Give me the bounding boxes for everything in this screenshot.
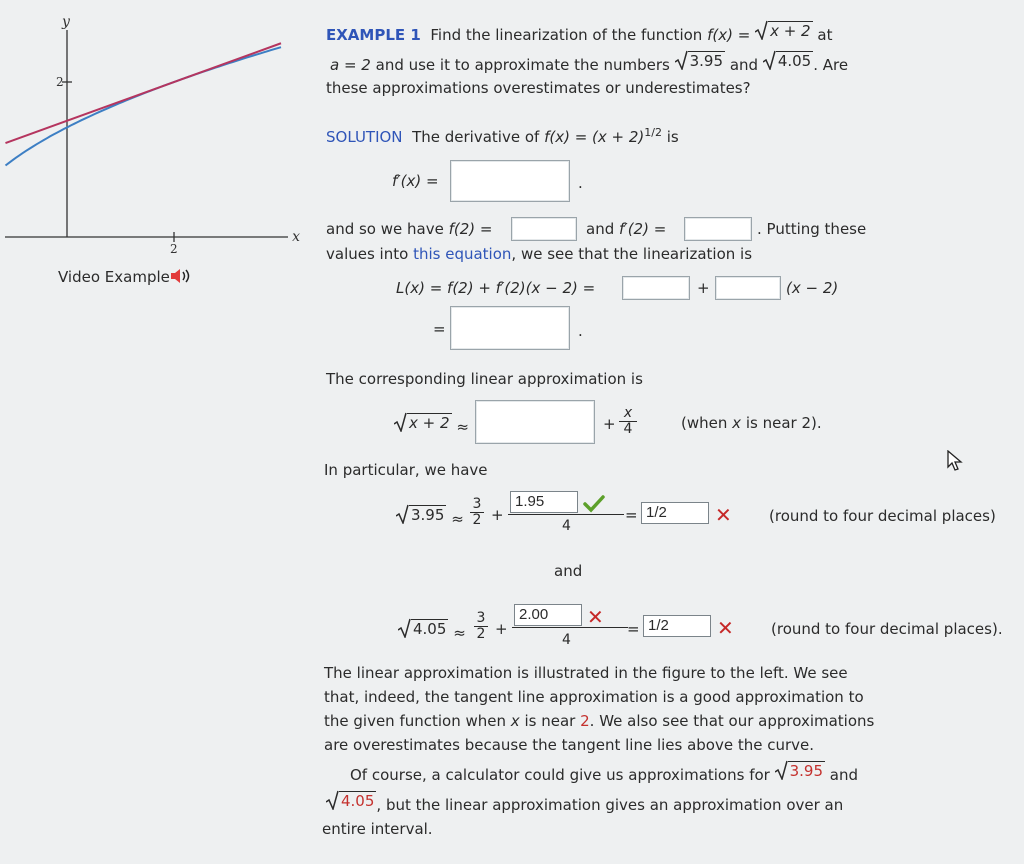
- row1-three-halves: $\frac{3}{2}$: [470, 497, 484, 527]
- tangent-line: [5, 43, 281, 143]
- row2-note: (round to four decimal places).: [771, 620, 1003, 638]
- solution-line: SOLUTION The derivative of $f(x) = (x + 2)^{1/2}$ is: [326, 126, 679, 146]
- y-axis-label: y: [62, 14, 70, 30]
- solution-label: SOLUTION: [326, 128, 403, 146]
- and-separator: and: [554, 562, 583, 580]
- row2-three-halves: $\frac{3}{2}$: [474, 611, 488, 641]
- conclusion-line-5: Of course, a calculator could give us approximations for 3.95 and: [350, 762, 859, 784]
- when-note: (when x is near 2).: [681, 414, 822, 432]
- values-into-line: values into this equation, we see that the linearization is: [326, 245, 753, 263]
- approx-intro: The corresponding linear approximation is: [326, 370, 643, 388]
- row2-fraction-bar: [512, 627, 628, 628]
- row1-note: (round to four decimal places): [769, 507, 996, 525]
- f2-input[interactable]: [511, 217, 577, 241]
- row1-fraction-bar: [508, 514, 624, 515]
- so-we-have-text: and so we have f(2) =: [326, 220, 493, 238]
- conclusion-line-2: that, indeed, the tangent line approximation is a good approximation to: [324, 688, 864, 706]
- speaker-icon: [170, 268, 192, 284]
- check-mark-icon: [583, 495, 605, 513]
- x-over-4: $\frac{x}{4}$: [619, 406, 637, 436]
- conclusion-line-4: are overestimates because the tangent line lies above the curve.: [324, 736, 815, 754]
- example-line-2: a = 2 and use it to approximate the numbers 3.95 and 4.05 . Are: [330, 52, 849, 74]
- conclusion-line-6: 4.05 , but the linear approximation gives an approximation over an: [326, 790, 843, 814]
- mouse-cursor-icon: [946, 450, 964, 472]
- fprime2-input[interactable]: [684, 217, 752, 241]
- x-mark-icon: ✕: [587, 605, 604, 629]
- linearization-figure: [0, 0, 300, 260]
- row1-numerator-input[interactable]: 1.95: [510, 491, 578, 513]
- video-example-link[interactable]: [58, 268, 192, 286]
- fprime-input[interactable]: [450, 160, 570, 202]
- function-curve: [6, 47, 282, 165]
- fprime-lhs: f′(x) =: [392, 172, 439, 190]
- row2-lhs: 4.05 ≈: [398, 618, 466, 642]
- approx-constant-input[interactable]: [475, 400, 595, 444]
- example-line-3: these approximations overestimates or underestimates?: [326, 79, 751, 97]
- example-line-1: EXAMPLE 1 Find the linearization of the function f(x) = x + 2 at: [326, 22, 833, 44]
- particular-intro: In particular, we have: [324, 461, 488, 479]
- approx-lhs: x + 2 ≈: [394, 412, 469, 436]
- conclusion-line-7: entire interval.: [322, 820, 433, 838]
- lx-simplified-input[interactable]: [450, 306, 570, 350]
- x-mark-icon: ✕: [717, 616, 734, 640]
- lx-constant-input[interactable]: [622, 276, 690, 300]
- y-tick-label: 2: [56, 75, 64, 89]
- row1-result-input[interactable]: 1/2: [641, 502, 709, 524]
- linearization-lhs: L(x) = f(2) + f′(2)(x − 2) =: [396, 279, 596, 297]
- row2-numerator-input[interactable]: 2.00: [514, 604, 582, 626]
- row1-lhs: 3.95 ≈: [396, 504, 464, 528]
- conclusion-line-3: the given function when x is near 2. We also see that our approximations: [324, 712, 875, 730]
- this-equation-link[interactable]: this equation: [413, 245, 512, 263]
- conclusion-line-1: The linear approximation is illustrated in the figure to the left. We see: [324, 664, 848, 682]
- lx-slope-input[interactable]: [715, 276, 781, 300]
- video-example-label[interactable]: Video Example: [58, 268, 170, 286]
- sqrt-x-plus-2: x + 2: [755, 20, 813, 40]
- example-heading: EXAMPLE 1: [326, 26, 421, 44]
- x-tick-label: 2: [170, 242, 178, 256]
- row2-result-input[interactable]: 1/2: [643, 615, 711, 637]
- x-axis-label: x: [292, 229, 300, 245]
- x-mark-icon: ✕: [715, 503, 732, 527]
